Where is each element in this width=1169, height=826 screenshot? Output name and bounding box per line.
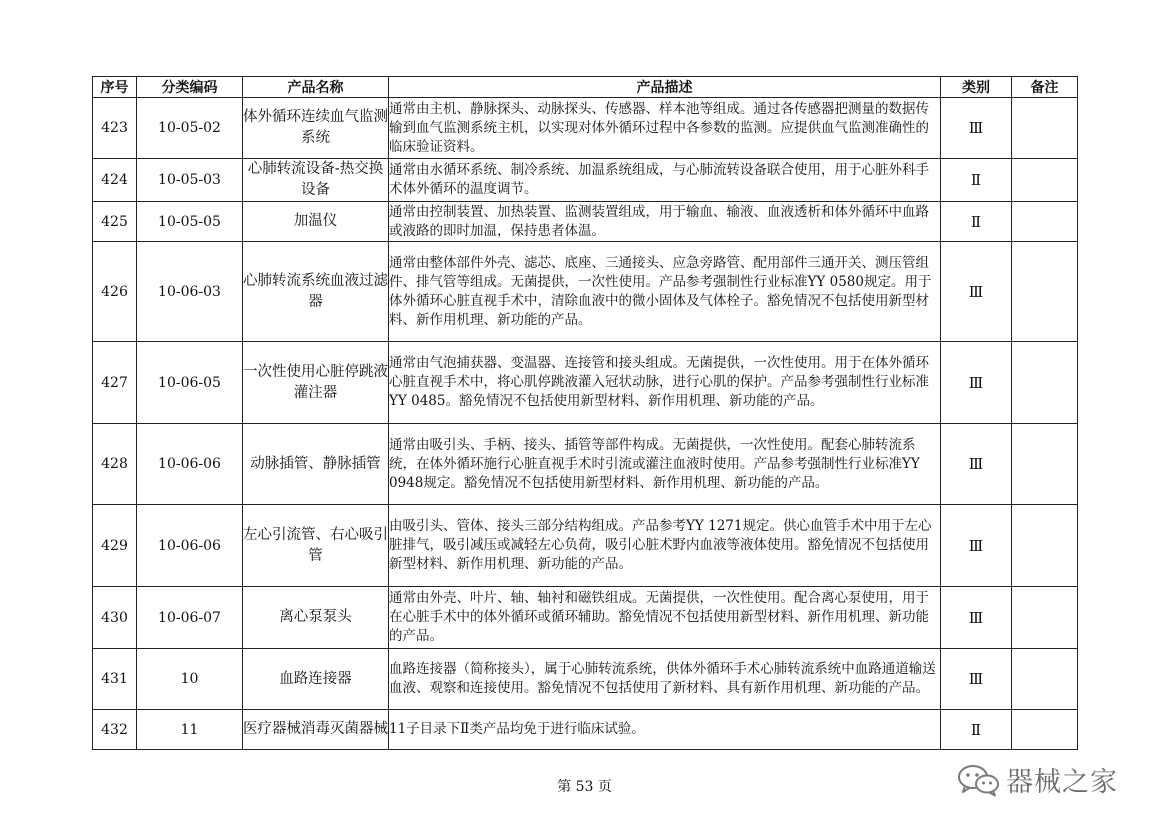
- row-desc: 11子目录下Ⅱ类产品均免于进行临床试验。: [389, 710, 941, 750]
- row-code: 11: [137, 710, 243, 750]
- watermark: [956, 760, 1118, 799]
- header-seq: 序号: [93, 77, 137, 98]
- row-seq: 427: [93, 342, 137, 424]
- row-name: 一次性使用心脏停跳液灌注器: [243, 342, 389, 424]
- row-desc: 通常由整体部件外壳、滤芯、底座、三通接头、应急旁路管、配用部件三通开关、测压管组件、排气管等组成。无菌提供，一次性使用。产品参考强制性行业标准YY 0580规定。用于体外循环心脏直视手术中，清除血液中的微小固体及气体栓子。豁免情况不包括使用新型材料、新作用机理、新功能的产品。: [389, 242, 941, 342]
- table-row: [93, 505, 1078, 587]
- row-desc: 通常由主机、静脉探头、动脉探头、传感器、样本池等组成。通过各传感器把测量的数据传输到血气监测系统主机，以实现对体外循环过程中各参数的监测。应提供血气监测准确性的临床验证资料。: [389, 98, 941, 159]
- header-note: 备注: [1012, 77, 1078, 98]
- row-seq: 423: [93, 98, 137, 159]
- row-desc: 通常由外壳、叶片、轴、轴衬和磁铁组成。无菌提供，一次性使用。配合离心泵使用，用于在心脏手术中的体外循环或循环辅助。豁免情况不包括使用新型材料、新作用机理、新功能的产品。: [389, 587, 941, 649]
- row-class: Ⅱ: [941, 159, 1012, 202]
- row-name: 离心泵泵头: [243, 587, 389, 649]
- row-code: 10: [137, 649, 243, 710]
- header-desc: 产品描述: [389, 77, 941, 98]
- row-class: Ⅱ: [941, 202, 1012, 242]
- row-class: Ⅲ: [941, 505, 1012, 587]
- watermark-text: 器械之家: [1006, 767, 1118, 798]
- row-note: [1012, 649, 1078, 710]
- row-note: [1012, 710, 1078, 750]
- page-number: 第 53 页: [557, 779, 612, 795]
- table-row: [93, 202, 1078, 242]
- row-desc: 通常由气泡捕获器、变温器、连接管和接头组成。无菌提供，一次性使用。用于在体外循环心脏直视手术中，将心肌停跳液灌入冠状动脉，进行心肌的保护。产品参考强制性行业标准YY 0485。豁免情况不包括使用新型材料、新作用机理、新功能的产品。: [389, 342, 941, 424]
- row-name: 加温仪: [243, 202, 389, 242]
- row-note: [1012, 342, 1078, 424]
- row-name: 动脉插管、静脉插管: [243, 424, 389, 505]
- row-seq: 431: [93, 649, 137, 710]
- row-code: 10-05-05: [137, 202, 243, 242]
- row-class: Ⅲ: [941, 98, 1012, 159]
- row-code: 10-05-03: [137, 159, 243, 202]
- row-desc: 通常由控制装置、加热装置、监测装置组成，用于输血、输液、血液透析和体外循环中血路或液路的即时加温，保持患者体温。: [389, 202, 941, 242]
- table-row: [93, 649, 1078, 710]
- row-seq: 426: [93, 242, 137, 342]
- row-note: [1012, 202, 1078, 242]
- row-code: 10-06-06: [137, 424, 243, 505]
- table-row: [93, 710, 1078, 750]
- table-row: [93, 98, 1078, 159]
- row-note: [1012, 424, 1078, 505]
- row-name: 心肺转流系统血液过滤器: [243, 242, 389, 342]
- row-desc: 通常由吸引头、手柄、接头、插管等部件构成。无菌提供，一次性使用。配套心肺转流系统，在体外循环施行心脏直视手术时引流或灌注血液时使用。产品参考强制性行业标准YY 0948规定。豁免情况不包括使用新型材料、新作用机理、新功能的产品。: [389, 424, 941, 505]
- row-class: Ⅲ: [941, 587, 1012, 649]
- table-row: [93, 424, 1078, 505]
- table-row: [93, 587, 1078, 649]
- row-class: Ⅱ: [941, 710, 1012, 750]
- row-code: 10-06-07: [137, 587, 243, 649]
- row-note: [1012, 587, 1078, 649]
- row-seq: 430: [93, 587, 137, 649]
- row-code: 10-06-06: [137, 505, 243, 587]
- table-header-row: [93, 77, 1078, 98]
- row-seq: 425: [93, 202, 137, 242]
- header-code: 分类编码: [137, 77, 243, 98]
- row-code: 10-06-05: [137, 342, 243, 424]
- row-seq: 432: [93, 710, 137, 750]
- row-class: Ⅲ: [941, 242, 1012, 342]
- row-name: 体外循环连续血气监测系统: [243, 98, 389, 159]
- row-name: 血路连接器: [243, 649, 389, 710]
- row-note: [1012, 159, 1078, 202]
- wechat-icon: [956, 763, 1000, 797]
- row-desc: 通常由水循环系统、制冷系统、加温系统组成，与心肺流转设备联合使用，用于心脏外科手术体外循环的温度调节。: [389, 159, 941, 202]
- row-seq: 429: [93, 505, 137, 587]
- row-note: [1012, 242, 1078, 342]
- row-class: Ⅲ: [941, 342, 1012, 424]
- row-class: Ⅲ: [941, 649, 1012, 710]
- row-code: 10-06-03: [137, 242, 243, 342]
- row-note: [1012, 98, 1078, 159]
- row-name: 医疗器械消毒灭菌器械: [243, 710, 389, 750]
- row-note: [1012, 505, 1078, 587]
- product-catalog-table: [92, 76, 1078, 750]
- header-class: 类别: [941, 77, 1012, 98]
- table-row: [93, 159, 1078, 202]
- row-class: Ⅲ: [941, 424, 1012, 505]
- header-name: 产品名称: [243, 77, 389, 98]
- row-seq: 424: [93, 159, 137, 202]
- row-seq: 428: [93, 424, 137, 505]
- table-row: [93, 242, 1078, 342]
- row-desc: 由吸引头、管体、接头三部分结构组成。产品参考YY 1271规定。供心血管手术中用于左心脏排气，吸引减压或减轻左心负荷，吸引心脏术野内血液等液体使用。豁免情况不包括使用新型材料、新作用机理、新功能的产品。: [389, 505, 941, 587]
- row-code: 10-05-02: [137, 98, 243, 159]
- row-name: 左心引流管、右心吸引管: [243, 505, 389, 587]
- table-row: [93, 342, 1078, 424]
- row-desc: 血路连接器（简称接头），属于心肺转流系统，供体外循环手术心肺转流系统中血路通道输送血液、观察和连接使用。豁免情况不包括使用了新材料、具有新作用机理、新功能的产品。: [389, 649, 941, 710]
- row-name: 心肺转流设备-热交换设备: [243, 159, 389, 202]
